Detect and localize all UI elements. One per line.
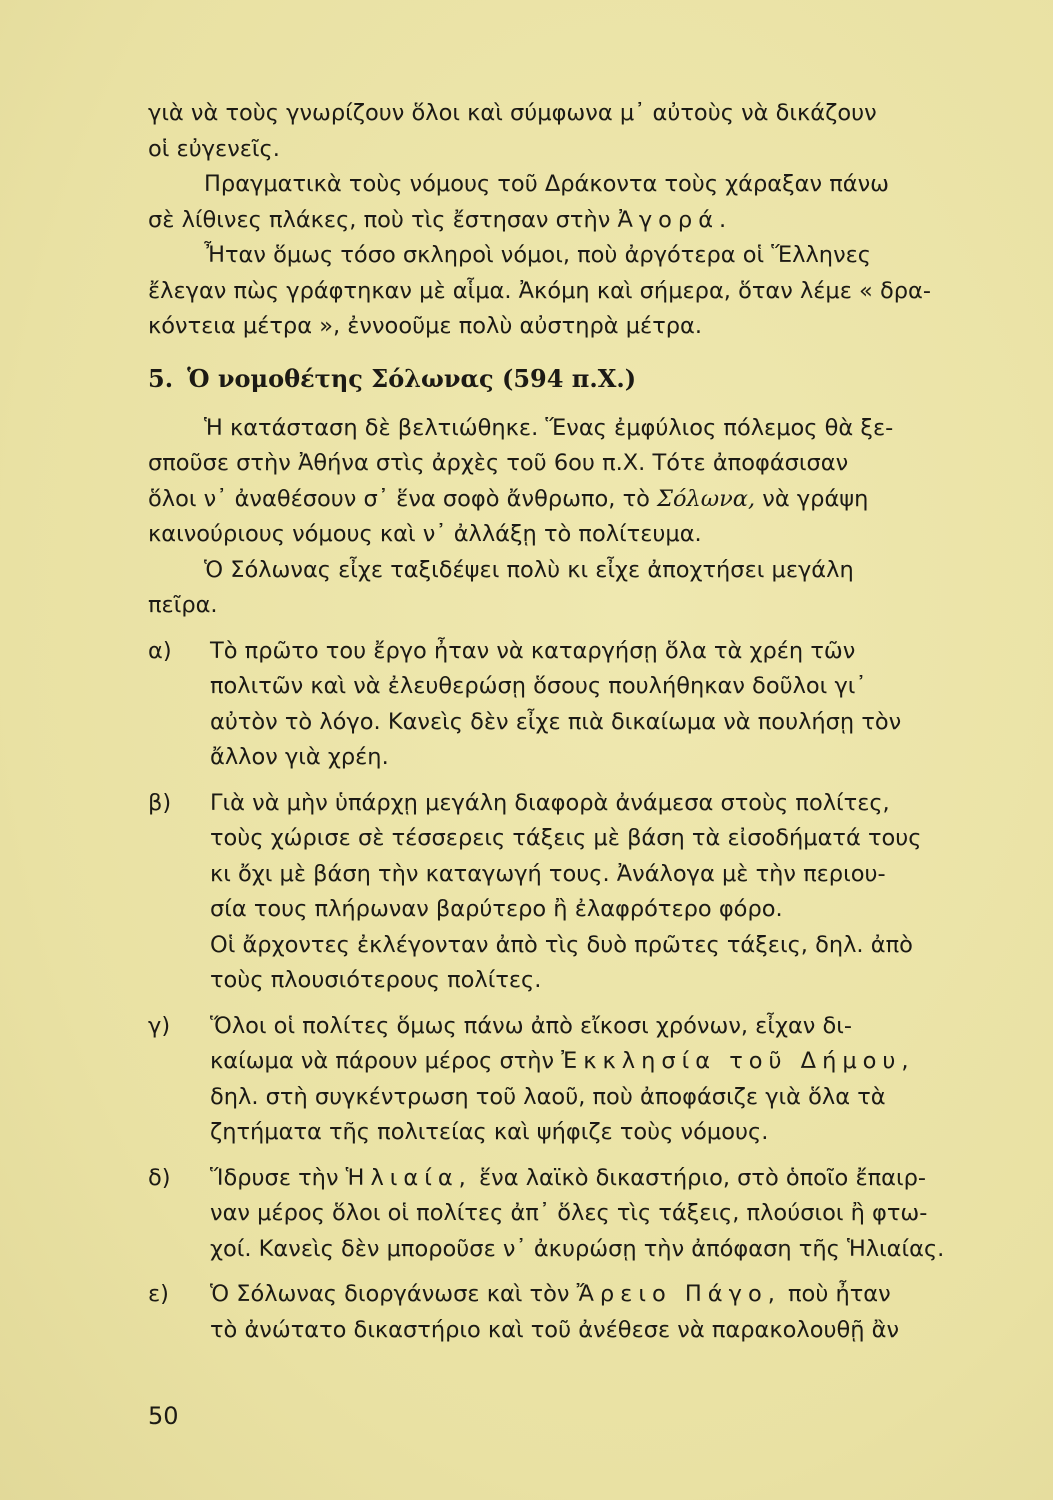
text-line-content: Ὁ Σόλωνας εἶχε ταξιδέψει πολὺ κι εἶχε ἀποχτήσει μεγάλη — [204, 556, 854, 583]
text-line — [210, 963, 1008, 999]
page-text — [148, 96, 1008, 1348]
text-line — [210, 634, 1008, 670]
text-line — [148, 203, 1008, 239]
text-line — [148, 482, 1008, 518]
list-item-label: γ) — [148, 1012, 171, 1039]
text-line-content: ζητήματα τῆς πολιτείας καὶ ψήφιζε τοὺς νόμους. — [210, 1119, 769, 1145]
text-line-content: ποὺ ἦταν — [788, 1281, 891, 1307]
heliaia-term: Ἡλιαία, — [345, 1164, 472, 1191]
agora-term: Ἀγορά. — [617, 206, 733, 233]
text-line-content: πεῖρα. — [148, 592, 218, 618]
list-item-label: α) — [148, 637, 172, 664]
text-line — [148, 411, 1008, 447]
text-line — [148, 238, 1008, 274]
section-number: 5. — [148, 363, 174, 393]
text-line-content: γιὰ νὰ τοὺς γνωρίζουν ὅλοι καὶ σύμφωνα μ᾽ αὐτοὺς νὰ δικάζουν — [148, 100, 877, 126]
text-line — [210, 1080, 1008, 1116]
list-item — [148, 1009, 1008, 1151]
text-line-content: κι ὄχι μὲ βάση τὴν καταγωγή τους. Ἀνάλογα μὲ τὴν περιου- — [210, 860, 886, 887]
text-line — [148, 553, 1008, 589]
text-line-content: καινούριους νόμους καὶ ν᾽ ἀλλάξῃ τὸ πολίτευμα. — [148, 521, 702, 547]
list-item-body — [210, 1277, 1008, 1348]
text-line-content: Ἡ κατάσταση δὲ βελτιώθηκε. Ἕνας ἐμφύλιος πόλεμος θὰ ξε- — [204, 414, 894, 441]
text-line — [210, 740, 1008, 776]
text-line-content: σία τους πλήρωναν βαρύτερο ἢ ἐλαφρότερο φόρο. — [210, 896, 783, 922]
page-number: 50 — [148, 1402, 179, 1430]
text-line — [210, 1196, 1008, 1232]
text-line-content: Τὸ πρῶτο του ἔργο ἦταν νὰ καταργήσῃ ὅλα τὰ χρέη τῶν — [210, 637, 856, 664]
text-line — [210, 821, 1008, 857]
text-line-content: οἱ εὐγενεῖς. — [148, 135, 280, 162]
list-item-label: β) — [148, 789, 172, 816]
text-line-content: νὰ γράψη — [762, 485, 869, 512]
text-line — [148, 309, 1008, 345]
text-line-content: Ὁ Σόλωνας διοργάνωσε καὶ τὸν — [210, 1281, 570, 1307]
text-line-content: καίωμα νὰ πάρουν μέρος στὴν — [210, 1048, 555, 1074]
text-line — [210, 1161, 1008, 1197]
areios-pagos-term: Ἄρειο Πάγο, — [576, 1281, 781, 1307]
text-line-content: σὲ λίθινες πλάκες, ποὺ τὶς ἔστησαν στὴν — [148, 206, 611, 233]
text-line-content: αὐτὸν τὸ λόγο. Κανεὶς δὲν εἶχε πιὰ δικαίωμα νὰ πουλήσῃ τὸν — [210, 708, 902, 735]
text-line — [210, 928, 1008, 964]
list-item-body — [210, 1161, 1008, 1268]
text-line-content: τοὺς χώρισε σὲ τέσσερεις τάξεις μὲ βάση τὰ εἰσοδήματά τους — [210, 825, 922, 851]
list-item-label: ε) — [148, 1281, 169, 1307]
list-item — [148, 1277, 1008, 1348]
text-line — [210, 1313, 1008, 1349]
text-line — [148, 517, 1008, 553]
text-line-content: ὅλοι ν᾽ ἀναθέσουν σ᾽ ἕνα σοφὸ ἄνθρωπο, τὸ — [148, 485, 650, 512]
text-line-content: Γιὰ νὰ μὴν ὑπάρχῃ μεγάλη διαφορὰ ἀνάμεσα στοὺς πολίτες, — [210, 789, 890, 816]
list-item-body — [210, 634, 1008, 776]
section-title: Ὁ νομοθέτης Σόλωνας (594 π.Χ.) — [187, 363, 637, 393]
text-line — [210, 1277, 1008, 1313]
text-line — [148, 132, 1008, 168]
text-line — [210, 1115, 1008, 1151]
list-item-label: δ) — [148, 1164, 171, 1191]
text-line — [210, 669, 1008, 705]
text-line — [210, 857, 1008, 893]
text-line — [148, 274, 1008, 310]
text-line — [210, 1232, 1008, 1268]
text-line-content: τοὺς πλουσιότερους πολίτες. — [210, 967, 542, 993]
text-line-content: δηλ. στὴ συγκέντρωση τοῦ λαοῦ, ποὺ ἀποφάσιζε γιὰ ὅλα τὰ — [210, 1083, 886, 1110]
text-line-content: ναν μέρος ὅλοι οἱ πολίτες ἀπ᾽ ὅλες τὶς τάξεις, πλούσιοι ἢ φτω- — [210, 1200, 928, 1226]
list-item-body — [210, 786, 1008, 999]
text-line-content: σποῦσε στὴν Ἀθήνα στὶς ἀρχὲς τοῦ 6ου π.Χ. Τότε ἀποφάσισαν — [148, 450, 849, 476]
ekklesia-term: Ἐκκλησία τοῦ Δήμου, — [561, 1048, 915, 1074]
text-line-content: ἕνα λαϊκὸ δικαστήριο, στὸ ὁποῖο ἔπαιρ- — [478, 1164, 927, 1191]
text-line-content: χοί. Κανεὶς δὲν μποροῦσε ν᾽ ἀκυρώσῃ τὴν ἀπόφαση τῆς Ἡλιαίας. — [210, 1235, 945, 1262]
text-line — [148, 588, 1008, 624]
text-line — [210, 786, 1008, 822]
list-item — [148, 786, 1008, 999]
text-line — [210, 1009, 1008, 1045]
text-line — [210, 1044, 1008, 1080]
text-line-content: πολιτῶν καὶ νὰ ἐλευθερώσῃ ὅσους πουλήθηκαν δοῦλοι γι᾽ — [210, 673, 867, 699]
text-line-content: Ἵδρυσε τὴν — [210, 1164, 339, 1191]
list-item — [148, 1161, 1008, 1268]
section-heading — [148, 359, 1008, 399]
text-line-content: Πραγματικὰ τοὺς νόμους τοῦ Δράκοντα τοὺς χάραξαν πάνω — [204, 171, 890, 197]
text-line-content: ἄλλον γιὰ χρέη. — [210, 744, 389, 770]
text-line-content: Οἱ ἄρχοντες ἐκλέγονταν ἀπὸ τὶς δυὸ πρῶτες τάξεις, δηλ. ἀπὸ — [210, 931, 913, 958]
text-line — [210, 892, 1008, 928]
text-line — [148, 446, 1008, 482]
list-item — [148, 634, 1008, 776]
text-line-content: ἔλεγαν πὼς γράφτηκαν μὲ αἷμα. Ἀκόμη καὶ σήμερα, ὅταν λέμε « δρα- — [148, 277, 931, 304]
text-line-content: Ἦταν ὅμως τόσο σκληροὶ νόμοι, ποὺ ἀργότερα οἱ Ἕλληνες — [204, 242, 872, 268]
text-line — [210, 705, 1008, 741]
solon-name-italic: Σόλωνα, — [657, 485, 756, 512]
text-line — [148, 96, 1008, 132]
text-line-content: κόντεια μέτρα », ἐννοοῦμε πολὺ αὐστηρὰ μέτρα. — [148, 313, 703, 339]
text-line-content: Ὅλοι οἱ πολίτες ὅμως πάνω ἀπὸ εἴκοσι χρόνων, εἶχαν δι- — [210, 1012, 853, 1039]
list-item-body — [210, 1009, 1008, 1151]
text-line-content: τὸ ἀνώτατο δικαστήριο καὶ τοῦ ἀνέθεσε νὰ παρακολουθῇ ἂν — [210, 1316, 900, 1343]
text-line — [148, 167, 1008, 203]
